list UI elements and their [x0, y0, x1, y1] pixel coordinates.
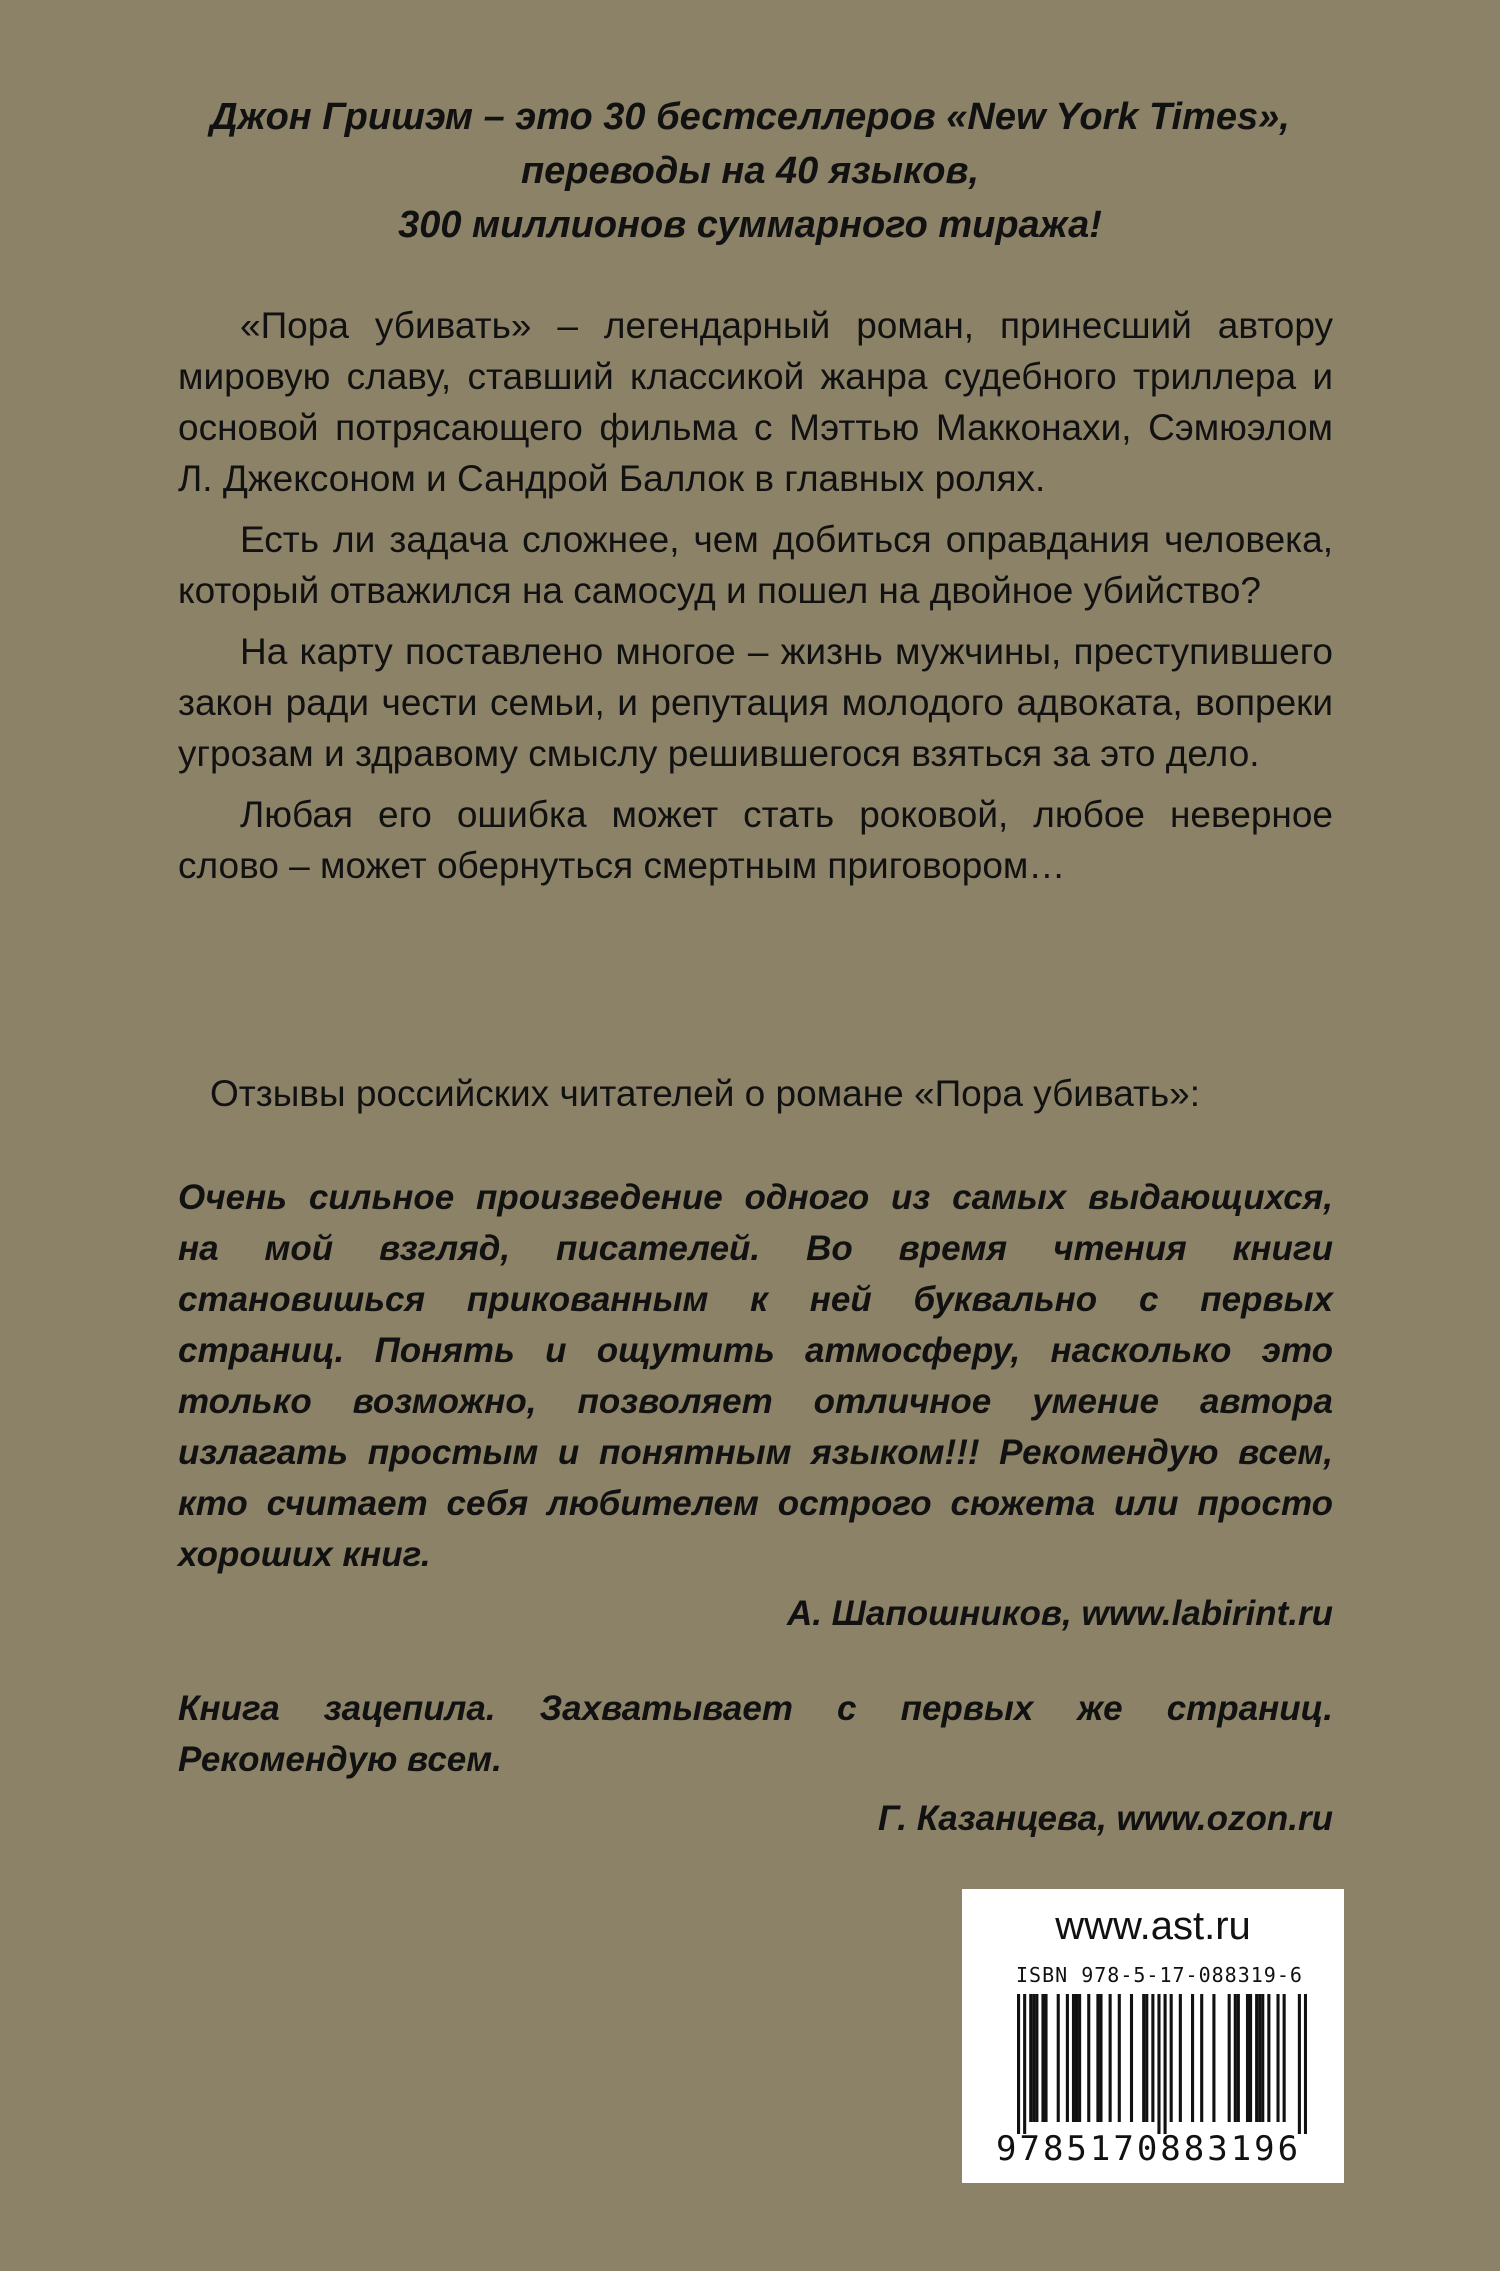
barcode-bar: [1157, 1994, 1160, 2134]
description-paragraph-3: На карту поставлено многое – жизнь мужчины, преступившего закон ради чести семьи, и репутация молодого адвоката, вопреки угрозам и здравому смыслу решившегося взяться за это дело.: [178, 631, 1333, 774]
barcode-bar: [1145, 1994, 1148, 2122]
isbn-label: ISBN 978-5-17-088319-6: [1016, 1963, 1303, 1987]
headline-line-2: переводы на 40 языков,: [520, 150, 980, 192]
review-line: кто считает себя любителем острого сюжета или просто: [178, 1484, 1333, 1523]
description-paragraph-1: «Пора убивать» – легендарный роман, принесший автору мировую славу, ставший классикой жанра судебного триллера и основой потрясающего фильма с Мэттью Макконахи, Сэмюэлом Л. Джексоном и Сандрой Баллок в главных ролях.: [178, 305, 1333, 499]
barcode-bar: [1283, 1994, 1286, 2122]
barcode-icon: [1017, 1994, 1307, 2134]
barcode-bar: [1228, 1994, 1231, 2122]
review-line: излагать простым и понятным языком!!! Рекомендую всем,: [178, 1433, 1333, 1472]
barcode-bar: [1142, 1994, 1145, 2122]
barcode-bar: [1032, 1994, 1035, 2122]
barcode-bar: [1151, 1994, 1154, 2122]
review-1: [178, 1172, 1333, 1639]
barcode-bar: [1078, 1994, 1081, 2122]
barcode-bar: [1304, 1994, 1307, 2134]
review-line: Книга зацепила. Захватывает с первых же страниц.: [178, 1689, 1333, 1728]
barcode-bar: [1057, 1994, 1060, 2122]
review-author: Г. Казанцева, www.ozon.ru: [878, 1799, 1333, 1838]
barcode-bar: [1023, 1994, 1026, 2134]
barcode-bar: [1087, 1994, 1090, 2122]
headline-line-3: 300 миллионов суммарного тиража!: [398, 204, 1102, 246]
review-line: становишься прикованным к ней буквально с первых: [178, 1280, 1333, 1319]
barcode-bar: [1118, 1994, 1121, 2122]
review-line: Очень сильное произведение одного из самых выдающихся,: [178, 1178, 1333, 1217]
barcode-bar: [1029, 1994, 1032, 2122]
barcode-bar: [1258, 1994, 1261, 2122]
review-line: Рекомендую всем.: [178, 1740, 502, 1779]
barcode-bar: [1179, 1994, 1182, 2122]
barcode-bar: [1170, 1994, 1173, 2122]
review-author: А. Шапошников, www.labirint.ru: [786, 1594, 1333, 1633]
barcode-bar: [1212, 1994, 1215, 2122]
barcode-bar: [1099, 1994, 1102, 2122]
reviews-intro: Отзывы российских читателей о романе «Пора убивать»:: [210, 1073, 1201, 1114]
barcode-bar: [1130, 1994, 1133, 2122]
description: [178, 300, 1333, 901]
description-paragraph-2: Есть ли задача сложнее, чем добиться оправдания человека, который отважился на самосуд и пошел на двойное убийство?: [178, 519, 1333, 611]
barcode-bar: [1109, 1994, 1112, 2122]
barcode-bar: [1035, 1994, 1038, 2122]
barcode-bar: [1246, 1994, 1249, 2122]
barcode-bar: [1267, 1994, 1270, 2122]
headline-line-1: Джон Гришэм – это 30 бестселлеров «New York Times»,: [210, 96, 1290, 138]
barcode-bar: [1075, 1994, 1078, 2122]
barcode-bar: [1096, 1994, 1099, 2122]
barcode-bar: [1234, 1994, 1237, 2122]
barcode-bar: [1044, 1994, 1047, 2122]
barcode-bar: [1041, 1994, 1044, 2122]
barcode-bar: [1237, 1994, 1240, 2122]
barcode-bar: [1276, 1994, 1279, 2122]
barcode-bar: [1066, 1994, 1069, 2122]
barcode-bar: [1017, 1994, 1020, 2134]
review-line: только возможно, позволяет отличное умение автора: [178, 1382, 1333, 1421]
review-line: хороших книг.: [178, 1535, 431, 1574]
barcode-bar: [1072, 1994, 1075, 2122]
barcode-bar: [1249, 1994, 1252, 2122]
headline: [150, 90, 1350, 252]
barcode-digits: 9785170883196: [996, 2129, 1302, 2169]
publisher-site: www.ast.ru: [1055, 1904, 1251, 1948]
barcode-bar: [1261, 1994, 1264, 2122]
barcode-bar: [1164, 1994, 1167, 2134]
barcode-bar: [1298, 1994, 1301, 2134]
barcode-bar: [1191, 1994, 1194, 2122]
review-2: [178, 1683, 1333, 1844]
review-line: страниц. Понять и ощутить атмосферу, насколько это: [178, 1331, 1333, 1370]
description-paragraph-4: Любая его ошибка может стать роковой, любое неверное слово – может обернуться смертным приговором…: [178, 794, 1333, 886]
review-line: на мой взгляд, писателей. Во время чтения книги: [178, 1229, 1333, 1268]
barcode-bar: [1255, 1994, 1258, 2122]
barcode-box: [962, 1889, 1344, 2183]
barcode-bar: [1200, 1994, 1203, 2122]
